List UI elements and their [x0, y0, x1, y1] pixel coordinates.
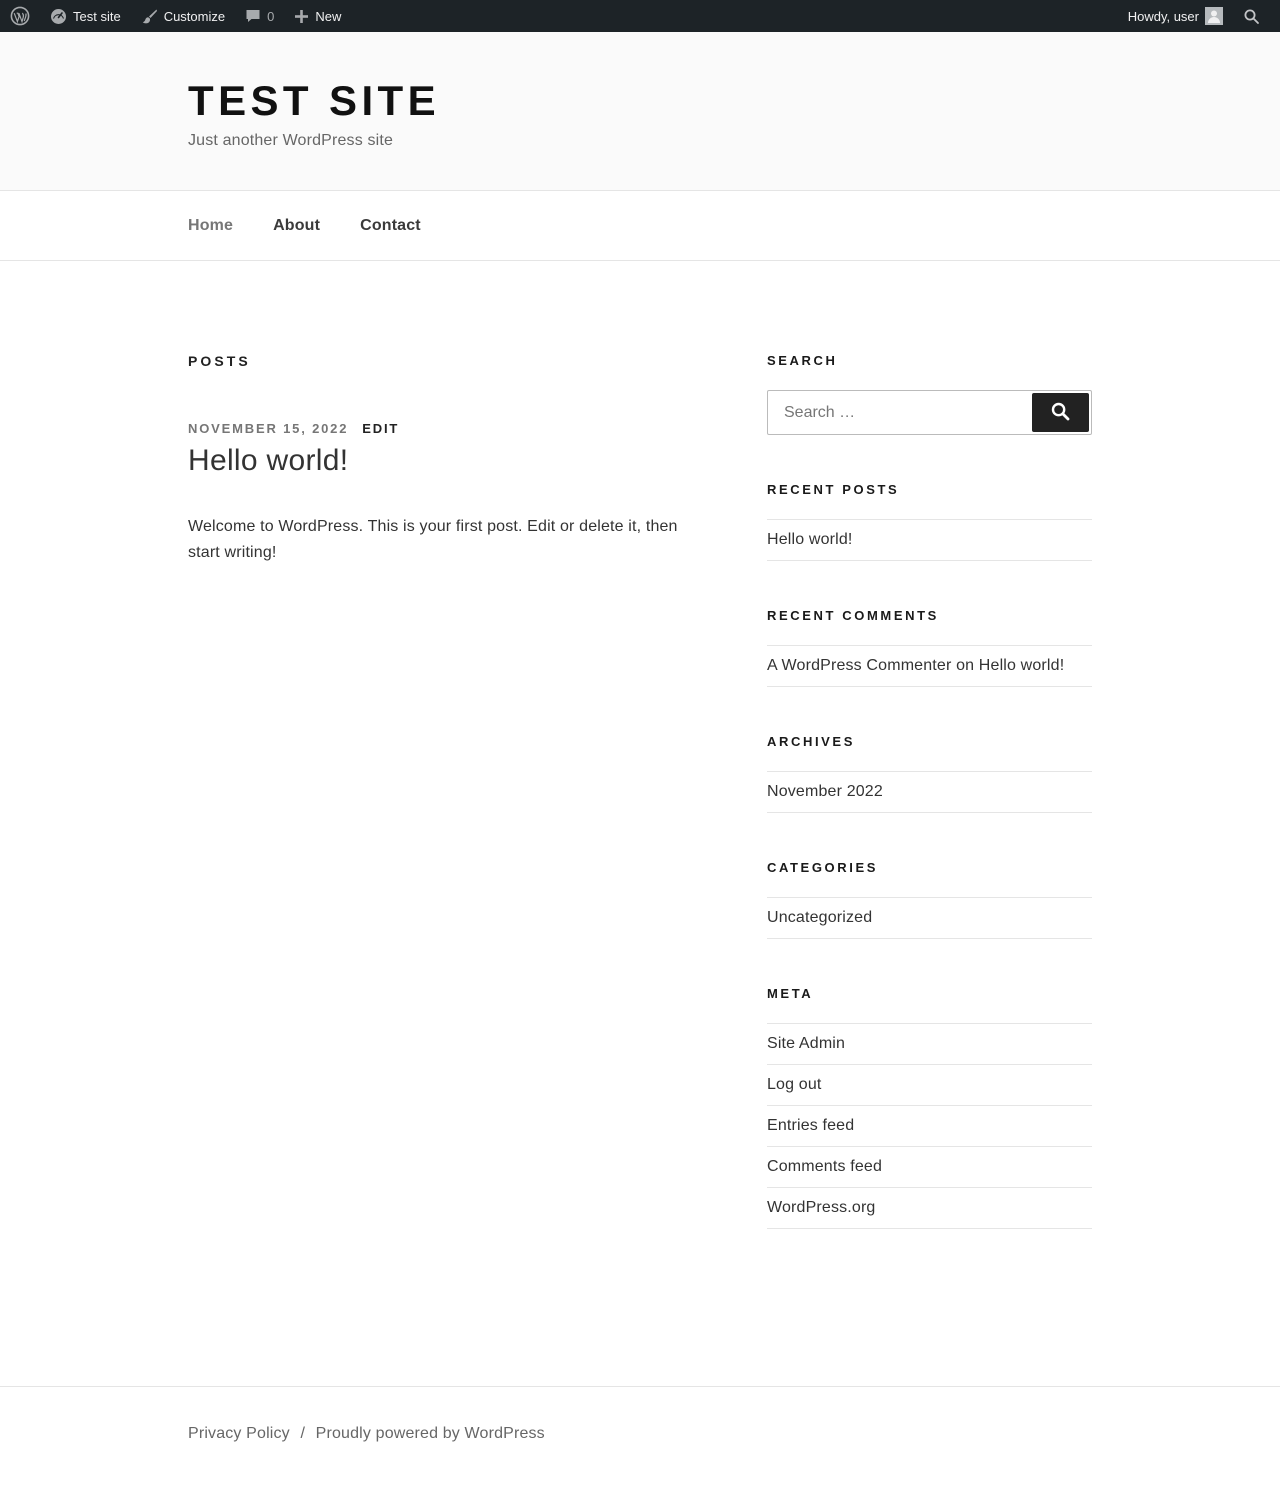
- search-button-icon: [1050, 401, 1071, 425]
- post-title-link[interactable]: Hello world!: [188, 444, 349, 478]
- admin-bar-account[interactable]: [1118, 0, 1233, 32]
- search-form: [767, 390, 1092, 435]
- admin-bar-new-label: New: [315, 8, 342, 24]
- list-item: [767, 646, 1092, 687]
- post-meta: [188, 421, 688, 436]
- search-submit-button[interactable]: [1032, 393, 1089, 432]
- archives-widget: [767, 734, 1092, 813]
- admin-bar-search[interactable]: [1233, 0, 1270, 32]
- search-widget: [767, 353, 1092, 435]
- site-header: [0, 32, 1280, 191]
- footer-separator: /: [300, 1425, 306, 1443]
- nav-item-contact[interactable]: Contact: [360, 216, 421, 234]
- comment-author-link[interactable]: A WordPress Commenter: [767, 657, 952, 675]
- wordpress-logo-menu[interactable]: [0, 0, 40, 32]
- search-icon: [1243, 8, 1260, 25]
- page-title: POSTS: [188, 353, 251, 370]
- admin-bar-comments[interactable]: [235, 0, 284, 32]
- list-item: [767, 772, 1092, 813]
- admin-bar-customize-label: Customize: [163, 8, 226, 24]
- meta-title: META: [767, 986, 814, 1002]
- list-item: [767, 1147, 1092, 1188]
- post-body: Welcome to WordPress. This is your first post. Edit or delete it, then start writing!: [188, 518, 678, 561]
- sidebar: [767, 353, 1092, 1276]
- meta-link-site-admin[interactable]: Site Admin: [767, 1035, 846, 1053]
- comment-bubble-icon: [245, 8, 261, 24]
- howdy-label: Howdy, user: [1127, 8, 1199, 24]
- list-item: [767, 520, 1092, 561]
- comment-post-link[interactable]: Hello world!: [978, 657, 1065, 675]
- list-item: [767, 1188, 1092, 1229]
- admin-bar-new[interactable]: [284, 0, 351, 32]
- category-link[interactable]: Uncategorized: [767, 909, 873, 927]
- admin-bar-site-name[interactable]: [40, 0, 131, 32]
- wordpress-logo-icon: [10, 6, 30, 26]
- admin-bar-right: [1118, 0, 1270, 32]
- gauge-icon: [50, 8, 67, 25]
- admin-bar: [0, 0, 1280, 32]
- recent-posts-widget: [767, 482, 1092, 561]
- comment-connector: on: [951, 657, 979, 675]
- main-nav: [0, 191, 1280, 261]
- recent-posts-title: RECENT POSTS: [767, 482, 900, 498]
- content-area: [0, 261, 1280, 1386]
- brush-icon: [141, 8, 158, 25]
- meta-link-comments-feed[interactable]: Comments feed: [767, 1158, 883, 1176]
- avatar: [1205, 7, 1223, 25]
- meta-widget: [767, 986, 1092, 1229]
- admin-bar-site-name-label: Test site: [73, 8, 121, 24]
- archive-link[interactable]: November 2022: [767, 783, 883, 801]
- posts-column: [188, 353, 688, 1276]
- meta-link-entries-feed[interactable]: Entries feed: [767, 1117, 855, 1135]
- list-item: [767, 1065, 1092, 1106]
- admin-bar-comments-count: 0: [267, 8, 275, 24]
- list-item: [767, 1106, 1092, 1147]
- recent-comments-widget: [767, 608, 1092, 687]
- site-title[interactable]: TEST SITE: [188, 77, 441, 124]
- recent-comments-title: RECENT COMMENTS: [767, 608, 939, 624]
- categories-title: CATEGORIES: [767, 860, 878, 876]
- list-item: [767, 1024, 1092, 1065]
- admin-bar-left: [0, 0, 351, 32]
- archives-title: ARCHIVES: [767, 734, 855, 750]
- recent-post-link[interactable]: Hello world!: [767, 531, 853, 549]
- post-date-link[interactable]: NOVEMBER 15, 2022: [188, 421, 349, 437]
- nav-item-about[interactable]: About: [273, 216, 321, 234]
- list-item: [767, 898, 1092, 939]
- powered-by-link[interactable]: Proudly powered by WordPress: [315, 1425, 545, 1443]
- admin-bar-customize[interactable]: [131, 0, 235, 32]
- post-edit-link[interactable]: EDIT: [362, 421, 400, 437]
- nav-item-home[interactable]: Home: [188, 216, 234, 234]
- site-tagline: Just another WordPress site: [188, 132, 393, 150]
- meta-link-log-out[interactable]: Log out: [767, 1076, 822, 1094]
- plus-icon: [294, 9, 309, 24]
- post-article: [188, 421, 688, 565]
- meta-link-wordpress-org[interactable]: WordPress.org: [767, 1199, 876, 1217]
- search-widget-title: SEARCH: [767, 353, 838, 369]
- privacy-policy-link[interactable]: Privacy Policy: [188, 1425, 290, 1443]
- categories-widget: [767, 860, 1092, 939]
